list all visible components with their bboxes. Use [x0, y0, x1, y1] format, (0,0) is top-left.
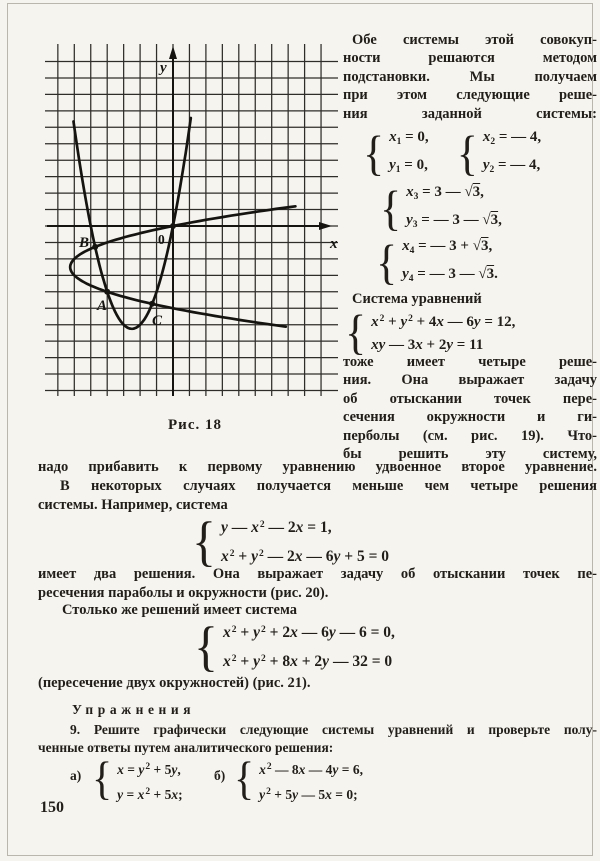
solution-systems-1-2 [343, 126, 600, 182]
equation: $x_2$ = — 4, [482, 129, 542, 147]
text-line: В некоторых случаях получается меньше чем четыре решения [60, 478, 597, 494]
intersection-point-C [149, 301, 155, 307]
system-exercise-b [234, 756, 363, 806]
figure-graph-ris-18 [45, 38, 345, 403]
paragraph [38, 458, 597, 477]
system-solution-3 [343, 181, 600, 237]
text-line: ченные ответы путем аналитического решения: [38, 740, 334, 756]
equation: $y_2$ = — 4, [482, 157, 541, 175]
intersection-point-B [92, 244, 98, 250]
y-axis-arrow [169, 46, 177, 59]
curly-brace: { [456, 126, 478, 181]
system-circle-hyperbola [343, 305, 599, 360]
curly-brace: { [192, 509, 216, 572]
point-label-B: B [79, 235, 90, 251]
equation: $y_4$ = — 3 — √3. [402, 266, 498, 284]
equation: $x_3 = 3$ — √3, [406, 184, 484, 202]
system-exercise-a [92, 756, 183, 806]
equation: $x^2 + y^2 + 2x$ — 6y — 6 = 0, [223, 624, 395, 641]
text-line: Столько же решений имеет система [62, 602, 298, 618]
axis-label-y: y [160, 60, 167, 76]
curly-brace: { [363, 126, 385, 181]
figure-caption: Рис. 18 [168, 417, 222, 433]
equation: $x^2 + y^2 + 8x + 2y$ — 32 = 0 [223, 653, 393, 670]
point-label-C: C [152, 313, 163, 329]
paragraph [343, 353, 597, 463]
text-line: системы. Например, система [38, 496, 228, 513]
system-solution-1 [363, 126, 429, 182]
equation: $x = y^2 + 5y$, [117, 762, 181, 777]
equation: y — $x^2$ — 2x = 1, [221, 519, 332, 536]
paragraph [38, 477, 597, 514]
text-line: бы решить эту систему, [343, 446, 597, 463]
page-number: 150 [40, 799, 64, 816]
axis-label-x: x [330, 236, 338, 252]
system-heading: Система уравнений [352, 291, 482, 307]
intersection-point-A [104, 289, 110, 295]
curly-brace: { [345, 305, 367, 360]
text-line: сечения окружности и ги- [343, 409, 597, 426]
axis-label-0: 0 [158, 232, 165, 247]
curly-brace: { [92, 754, 113, 806]
equation: xy — 3x + 2y = 11 [371, 337, 484, 353]
text-line: имеет два решения. Она выражает задачу об отыскании точек пе- [38, 566, 597, 582]
text-line: Обе системы этой совокуп- [352, 32, 597, 48]
text-line: ния заданной системы: [343, 105, 597, 122]
system-solution-2 [457, 126, 541, 182]
system-parabola-circle [192, 509, 390, 572]
x-axis-arrow [319, 222, 332, 230]
exercise-9-intro [38, 721, 597, 757]
text-line: тоже имеет четыре реше- [343, 354, 597, 370]
exercise-9-systems [38, 756, 597, 814]
text-line: (пересечение двух окружностей) (рис. 21). [38, 675, 311, 691]
equation: $x^2$ — 8x — 4y = 6, [259, 762, 363, 777]
curly-brace: { [376, 235, 398, 290]
equation: $x_4$ = — 3 + √3, [402, 238, 493, 256]
text-line: перболы (см. рис. 19). Что- [343, 427, 597, 444]
equation: $y_1 = 0$, [389, 157, 428, 175]
text-line: 9. Решите графически следующие системы уравнений и проверьте полу- [70, 722, 597, 737]
text-line: надо прибавить к первому уравнению удвоенное второе уравнение. [38, 459, 597, 475]
curly-brace: { [194, 614, 218, 677]
item-b-label: б) [214, 768, 226, 783]
text-line: об отыскании точек пере- [343, 390, 597, 407]
text-line: при этом следующие реше- [343, 87, 597, 104]
equation: $x^2 + y^2$ — 2x — 6y + 5 = 0 [221, 548, 390, 565]
text-line: ности решаются методом [343, 50, 597, 67]
system-solution-4 [343, 235, 600, 291]
equation: $y_3$ = — 3 — √3, [406, 212, 502, 230]
point-label-A: A [97, 298, 108, 314]
paragraph [38, 674, 597, 693]
system-two-circles [194, 614, 395, 677]
equation: $x^2 + y^2 + 4x$ — 6y = 12, [371, 314, 516, 330]
equation: $x_1 = 0$, [389, 129, 429, 147]
equation: $y = x^2 + 5x$; [117, 787, 183, 802]
item-a-label: а) [70, 768, 82, 783]
equation: $y^2 + 5y$ — 5x = 0; [259, 787, 358, 802]
text-line: ния. Она выражает задачу [343, 372, 597, 389]
intersection-point-O [170, 223, 176, 229]
paragraph [38, 565, 597, 602]
curly-brace: { [234, 754, 255, 806]
paragraph [343, 31, 597, 123]
exercises-heading: Упражнения [72, 702, 196, 717]
curly-brace: { [380, 181, 402, 236]
text-line: ресечения параболы и окружности (рис. 20). [38, 584, 329, 601]
text-line: подстановки. Мы получаем [343, 68, 597, 85]
